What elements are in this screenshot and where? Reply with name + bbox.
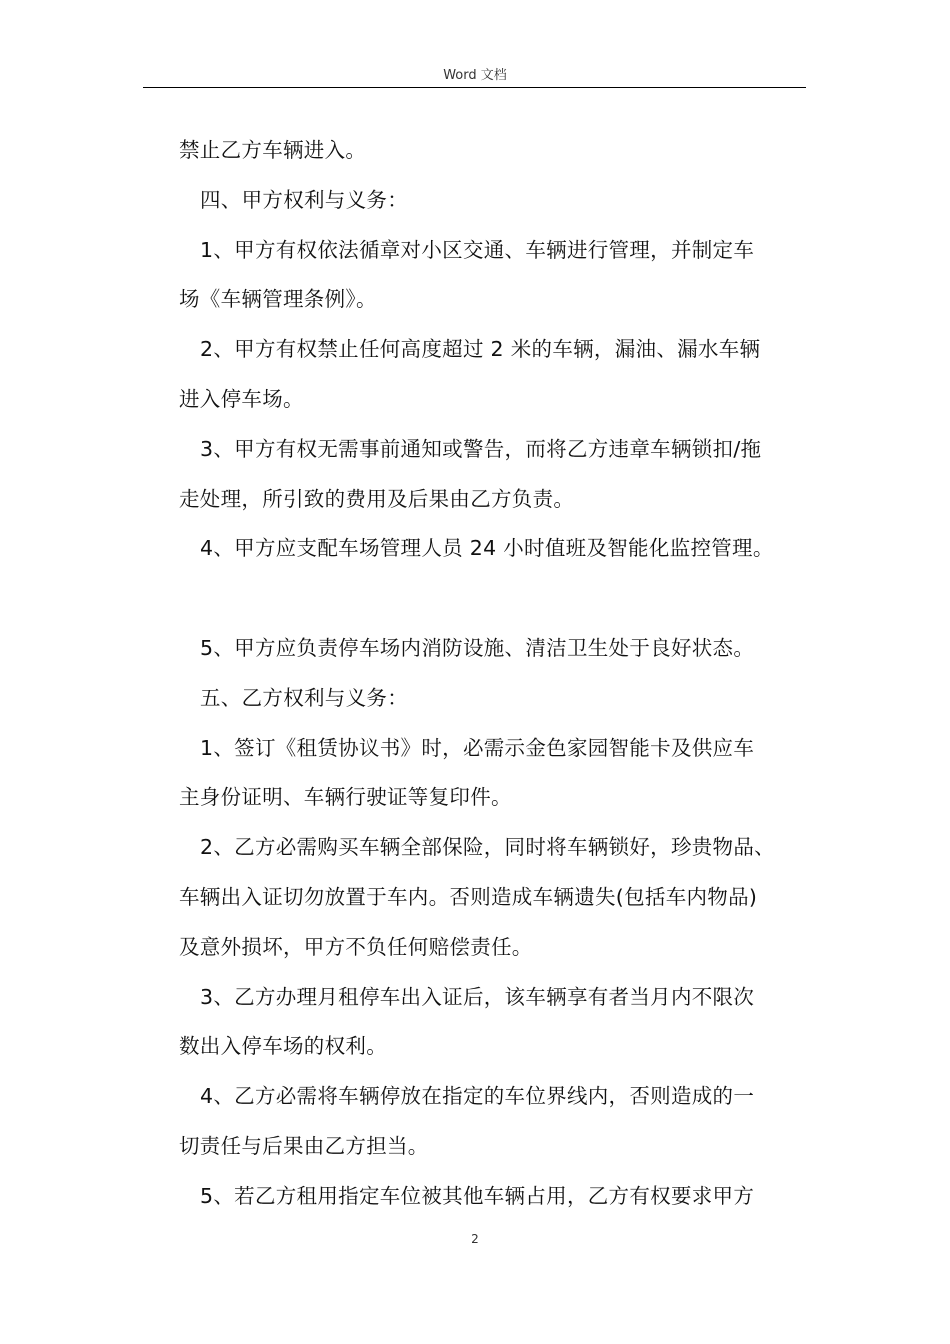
document-body (179, 126, 819, 1222)
header-divider (143, 87, 806, 88)
body-line: 场《车辆管理条例》。 (179, 287, 377, 312)
document-header-title: Word 文档 (443, 68, 507, 83)
body-line: 及意外损坏，甲方不负任何赔偿责任。 (179, 934, 533, 959)
body-line: 4、乙方必需将车辆停放在指定的车位界线内，否则造成的一 (200, 1084, 755, 1109)
body-line: 4、甲方应支配车场管理人员 24 小时值班及智能化监控管理。 (200, 536, 774, 561)
body-line: 2、乙方必需购买车辆全部保险，同时将车辆锁好，珍贵物品、 (200, 835, 775, 860)
body-line: 主身份证明、车辆行驶证等复印件。 (179, 785, 512, 810)
body-line: 走处理，所引致的费用及后果由乙方负责。 (179, 486, 575, 511)
page-number: 2 (471, 1232, 479, 1246)
body-line: 数出入停车场的权利。 (179, 1034, 387, 1059)
section-heading-party-b: 五、乙方权利与义务： (200, 685, 408, 710)
body-line: 切责任与后果由乙方担当。 (179, 1133, 429, 1158)
blank-line (179, 574, 819, 624)
body-line: 1、签订《租赁协议书》时，必需示金色家园智能卡及供应车 (200, 735, 755, 760)
body-line: 1、甲方有权依法循章对小区交通、车辆进行管理，并制定车 (200, 237, 755, 262)
body-line: 车辆出入证切勿放置于车内。否则造成车辆遗失(包括车内物品) (179, 884, 758, 909)
body-line: 5、甲方应负责停车场内消防设施、清洁卫生处于良好状态。 (200, 635, 755, 660)
body-line: 进入停车场。 (179, 386, 304, 411)
body-line: 3、甲方有权无需事前通知或警告，而将乙方违章车辆锁扣/拖 (200, 436, 762, 461)
section-heading-party-a: 四、甲方权利与义务： (200, 187, 408, 212)
body-line: 禁止乙方车辆进入。 (179, 138, 367, 162)
body-line: 5、若乙方租用指定车位被其他车辆占用，乙方有权要求甲方 (200, 1183, 755, 1208)
body-line: 2、甲方有权禁止任何高度超过 2 米的车辆，漏油、漏水车辆 (200, 337, 761, 362)
body-line: 3、乙方办理月租停车出入证后，该车辆享有者当月内不限次 (200, 984, 755, 1009)
